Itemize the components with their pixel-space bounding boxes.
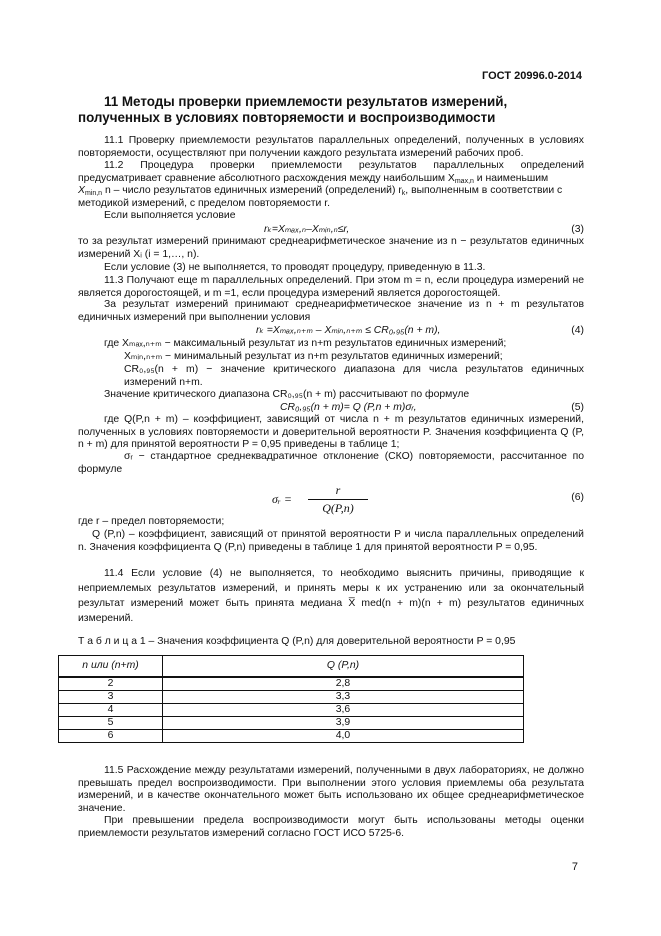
table-row: 3 3,3 — [59, 690, 524, 703]
sigma-definition: σᵣ − стандартное среднеквадратичное отклонение (СКО) повторяемости, рассчитанное по формуле — [78, 451, 584, 475]
paragraph-11-2: 11.2 Процедура проверки приемлемости результатов параллельных определений предусматривает сравнение абсолютного расхождения между наибольшим $X_{max,n}$ и наименьшим $X_{min,n}$ n – число результатов единичных измерений (определений) $r_k$, выполненным в соответствии с — [78, 160, 584, 198]
paragraph-final-result: За результат измерений принимают среднеарифметическое значение из n + m результатов единичных измерений при выполнении условия — [78, 299, 584, 323]
table-row: 5 3,9 — [59, 716, 524, 729]
section-title — [78, 94, 584, 126]
equation-3-number: (3) — [571, 224, 584, 235]
critical-range-intro: Значение критического диапазона CR₀,₉₅(n + m) рассчитывают по формуле — [104, 389, 470, 400]
table-row: 6 4,0 — [59, 729, 524, 742]
equation-6-lhs: σᵣ = — [272, 492, 292, 506]
section-number: 11 — [104, 94, 119, 109]
where-r: где r – предел повторяемости; — [78, 516, 225, 527]
where-xmin: Xₘᵢₙ,ₙ₊ₘ − минимальный результат из n+m результатов единичных измерений; — [124, 351, 503, 362]
where-qpn: Q (P,n) – коэффициент, зависящий от принятой вероятности P и числа параллельных определений n. Значения коэффициента Q (P,n) приведены в таблице 1 для принятой вероятности P = 0,95. — [78, 529, 584, 553]
paragraph-11-3: 11.3 Получают еще m параллельных определений. При этом m = n, если процедура измерений не является дорогостоящей, и m =1, если процедура измерений является дорогостоящей. — [78, 275, 584, 299]
where-xmax: где Xₘₐₓ,ₙ₊ₘ − максимальный результат из n+m результатов единичных измерений; — [104, 338, 507, 349]
equation-6-fraction — [308, 484, 368, 514]
paragraph-11-1: 11.1 Проверку приемлемости результатов параллельных определений, полученных в условиях повторяемости, осуществляют при получении каждого результата измерений рабочих проб. — [78, 135, 584, 159]
standard-number: ГОСТ 20996.0-2014 — [482, 70, 582, 82]
paragraph-11-2-end: методикой измерений, с пределом повторяемости r. — [78, 198, 330, 209]
paragraph-exceed: При превышении предела воспроизводимости могут быть использованы методы оценки приемлемости результатов измерений согласно ГОСТ ИСО 5725-6. — [78, 815, 584, 839]
equation-6-numerator: r — [308, 484, 368, 500]
equation-4: rₖ =Xₘₐₓ,ₙ₊ₘ – Xₘᵢₙ,ₙ₊ₘ ≤ CR₀,₉₅(n + m), — [256, 325, 441, 336]
table-header-n: n или (n+m) — [59, 656, 163, 677]
where-q-coefficient: где Q(P,n + m) – коэффициент, зависящий от числа n + m результатов единичных измерений, полученных в условиях повторяемости и доверительной вероятности P. Значения коэффициента Q (P, n + m) для принятой вероятности P = 0,95 приведены в таблице 1; — [78, 414, 584, 451]
equation-5: CR₀,₉₅(n + m)= Q (P,n + m)σᵣ, — [280, 402, 417, 413]
paragraph-ifnot: Если условие (3) не выполняется, то проводят процедуру, приведенную в 11.3. — [104, 262, 486, 273]
equation-5-number: (5) — [571, 402, 584, 413]
equation-3: rₖ=Xₘₐₓ,ₙ–Xₘᵢₙ,ₙ≤r, — [264, 224, 350, 235]
paragraph-11-4: 11.4 Если условие (4) не выполняется, то необходимо выяснить причины, приводящие к неприемлемых результатов измерений, и принять меры к их устранению или за окончательный результат измерений может быть принята медиана X̅ med(n + m)(n + m) результатов единичных измерений. — [78, 568, 584, 624]
table-row: 2 2,8 — [59, 677, 524, 691]
equation-6-denominator: Q(P,n) — [322, 500, 354, 515]
table-1-caption: Т а б л и ц а 1 – Значения коэффициента Q (P,n) для доверительной вероятности P = 0,95 — [78, 636, 516, 647]
equation-4-number: (4) — [571, 325, 584, 336]
equation-6-number: (6) — [571, 492, 584, 503]
table-1 — [58, 655, 524, 743]
table-header-q: Q (P,n) — [163, 656, 524, 677]
paragraph-then: то за результат измерений принимают среднеарифметическое значение из n − результатов единичных измерений Xᵢ (i = 1,…, n). — [78, 236, 584, 260]
section-title-text: Методы проверки приемлемости результатов измерений, полученных в условиях повторяемости и воспроизводимости — [78, 94, 508, 125]
condition-intro: Если выполняется условие — [104, 210, 236, 221]
page-number: 7 — [571, 861, 578, 873]
where-cr: CR₀,₉₅(n + m) − значение критического диапазона для числа результатов единичных измерений n+m. — [124, 364, 584, 388]
table-row: 4 3,6 — [59, 703, 524, 716]
paragraph-11-5: 11.5 Расхождение между результатами измерений, полученными в двух лабораториях, не должно превышать предел воспроизводимости. При выполнении этого условия приемлемы оба результата измерений, и в качестве окончательного может быть использовано их общее среднеарифметическое значение. — [78, 765, 584, 814]
